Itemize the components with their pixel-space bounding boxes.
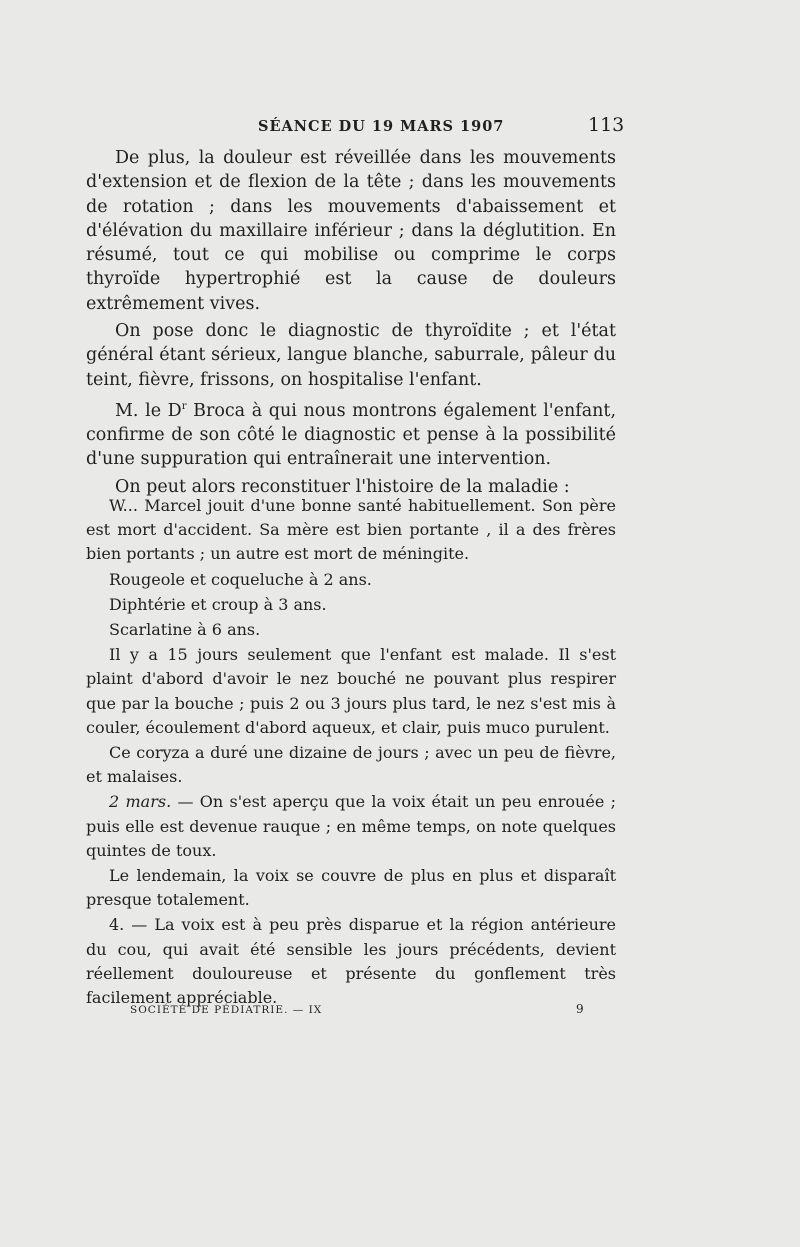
body-text (86, 146, 616, 502)
case-history (86, 494, 616, 1010)
paragraph-text: M. le D (115, 400, 182, 421)
paragraph-text: — On s'est aperçu que la voix était un peu enrouée ; puis elle est devenue rauque ; en même temps, on note quelques quintes de toux. (86, 792, 616, 860)
page-footer (0, 1000, 800, 1024)
signature-number: 9 (576, 1002, 584, 1016)
paragraph: On peut alors reconstituer l'histoire de la maladie : (115, 476, 570, 497)
paragraph: On pose donc le diagnostic de thyroïdite ; et l'état général étant sérieux, langue blanche, saburrale, pâleur du teint, fièvre, frissons, on hospitalise l'enfant. (86, 321, 616, 390)
case-paragraph: Scarlatine à 6 ans. (109, 620, 261, 640)
case-paragraph: W... Marcel jouit d'une bonne santé habituellement. Son père est mort d'accident. Sa mère est bien portante , il a des frères bien portants ; un autre est mort de méningite. (86, 496, 616, 564)
case-paragraph (86, 790, 616, 863)
paragraph-text: Broca à qui nous montrons également l'enfant, confirme de son côté le diagnostic et pense à la possibilité d'une suppuration qui entraînerait une intervention. (86, 400, 617, 470)
page-header (0, 112, 800, 142)
case-paragraph: Le lendemain, la voix se couvre de plus en plus et disparaît presque totalement. (86, 866, 616, 910)
page-number: 113 (588, 114, 625, 136)
case-paragraph: Rougeole et coqueluche à 2 ans. (109, 569, 372, 589)
case-paragraph: Diphtérie et croup à 3 ans. (109, 594, 327, 614)
signature-mark: SOCIÉTÉ DE PÉDIATRIE. — IX (130, 1004, 323, 1016)
case-paragraph: 4. — La voix est à peu près disparue et la région antérieure du cou, qui avait été sensible les jours précédents, devient réellement douloureuse et présente du gonflement très facilement appréciable. (86, 915, 616, 1008)
date-label: 2 mars. (109, 792, 172, 812)
paragraph: De plus, la douleur est réveillée dans les mouvements d'extension et de flexion de la tête ; dans les mouvements de rotation ; dans les mouvements d'abaissement et d'élévation du maxillaire inférieur ; dans la déglutition. En résumé, tout ce qui mobilise ou comprime le corps thyroïde hypertrophié est la cause de douleurs extrêmement vives. (86, 148, 616, 314)
case-paragraph: Ce coryza a duré une dizaine de jours ; avec un peu de fièvre, et malaises. (86, 743, 616, 787)
superscript: r (181, 400, 187, 412)
running-title: SÉANCE DU 19 MARS 1907 (258, 118, 505, 135)
case-paragraph: Il y a 15 jours seulement que l'enfant est malade. Il s'est plaint d'abord d'avoir le nez bouché ne pouvant plus respirer que par la bouche ; puis 2 ou 3 jours plus tard, le nez s'est mis à couler, écoulement d'abord aqueux, et clair, puis muco purulent. (86, 645, 616, 737)
paragraph (86, 395, 616, 472)
